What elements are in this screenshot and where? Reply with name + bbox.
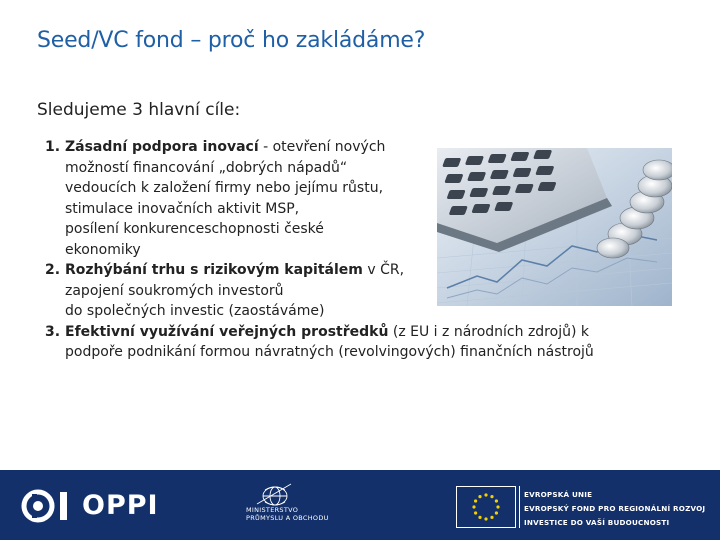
goal-line: [65, 322, 705, 343]
investment-label: INVESTICE DO VAŠÍ BUDOUCNOSTI: [524, 518, 670, 527]
goal-number: 2.: [45, 262, 61, 278]
goals-list: [45, 137, 705, 363]
eu-flag: [456, 486, 516, 528]
goal-text: posílení konkurenceschopnosti české: [65, 221, 324, 237]
goal-line: [65, 137, 705, 158]
goal-text: do společných investic (zaostáváme): [65, 303, 325, 319]
goal-text: v ČR,: [362, 262, 405, 278]
eu-label: EVROPSKÁ UNIE: [524, 490, 593, 499]
goal-text: - otevření nových: [258, 139, 386, 155]
goal-highlight: Rozhýbání trhu s rizikovým kapitálem: [65, 262, 363, 278]
eu-labels: [524, 488, 705, 530]
goal-item-3: [45, 322, 705, 363]
goal-text: vedoucích k založení firmy nebo jejímu růstu,: [65, 180, 384, 196]
goal-text: zapojení soukromých investorů: [65, 282, 284, 299]
goal-number: 3.: [45, 323, 61, 340]
oppi-label: OPPI: [82, 490, 159, 521]
goal-text: ekonomiky: [65, 241, 141, 258]
goal-text: možností financování „dobrých nápadů“: [65, 159, 348, 176]
footer-bar: [0, 470, 720, 540]
goal-highlight: Efektivní využívání veřejných prostředků: [65, 323, 389, 340]
goal-line: [65, 260, 705, 281]
slide-title: Seed/VC fond – proč ho zakládáme?: [37, 28, 426, 53]
goal-text: podpoře podnikání formou návratných (revolvingových) finančních nástrojů: [65, 344, 594, 360]
goal-number: 1.: [45, 139, 61, 155]
goal-highlight: Zásadní podpora inovací: [65, 139, 259, 155]
goal-text: (z EU i z národních zdrojů) k: [388, 323, 589, 340]
ministry-label: MINISTERSTVO PRŮMYSLU A OBCHODU: [246, 506, 329, 522]
goal-text: stimulace inovačních aktivit MSP,: [65, 200, 300, 217]
eu-divider: [519, 486, 520, 528]
goal-item-1: [45, 137, 705, 260]
eu-stars-icon: [457, 487, 515, 527]
intro-text: Sledujeme 3 hlavní cíle:: [37, 100, 241, 120]
goal-item-2: [45, 260, 705, 322]
erdf-label: EVROPSKÝ FOND PRO REGIONÁLNÍ ROZVOJ: [524, 504, 706, 513]
